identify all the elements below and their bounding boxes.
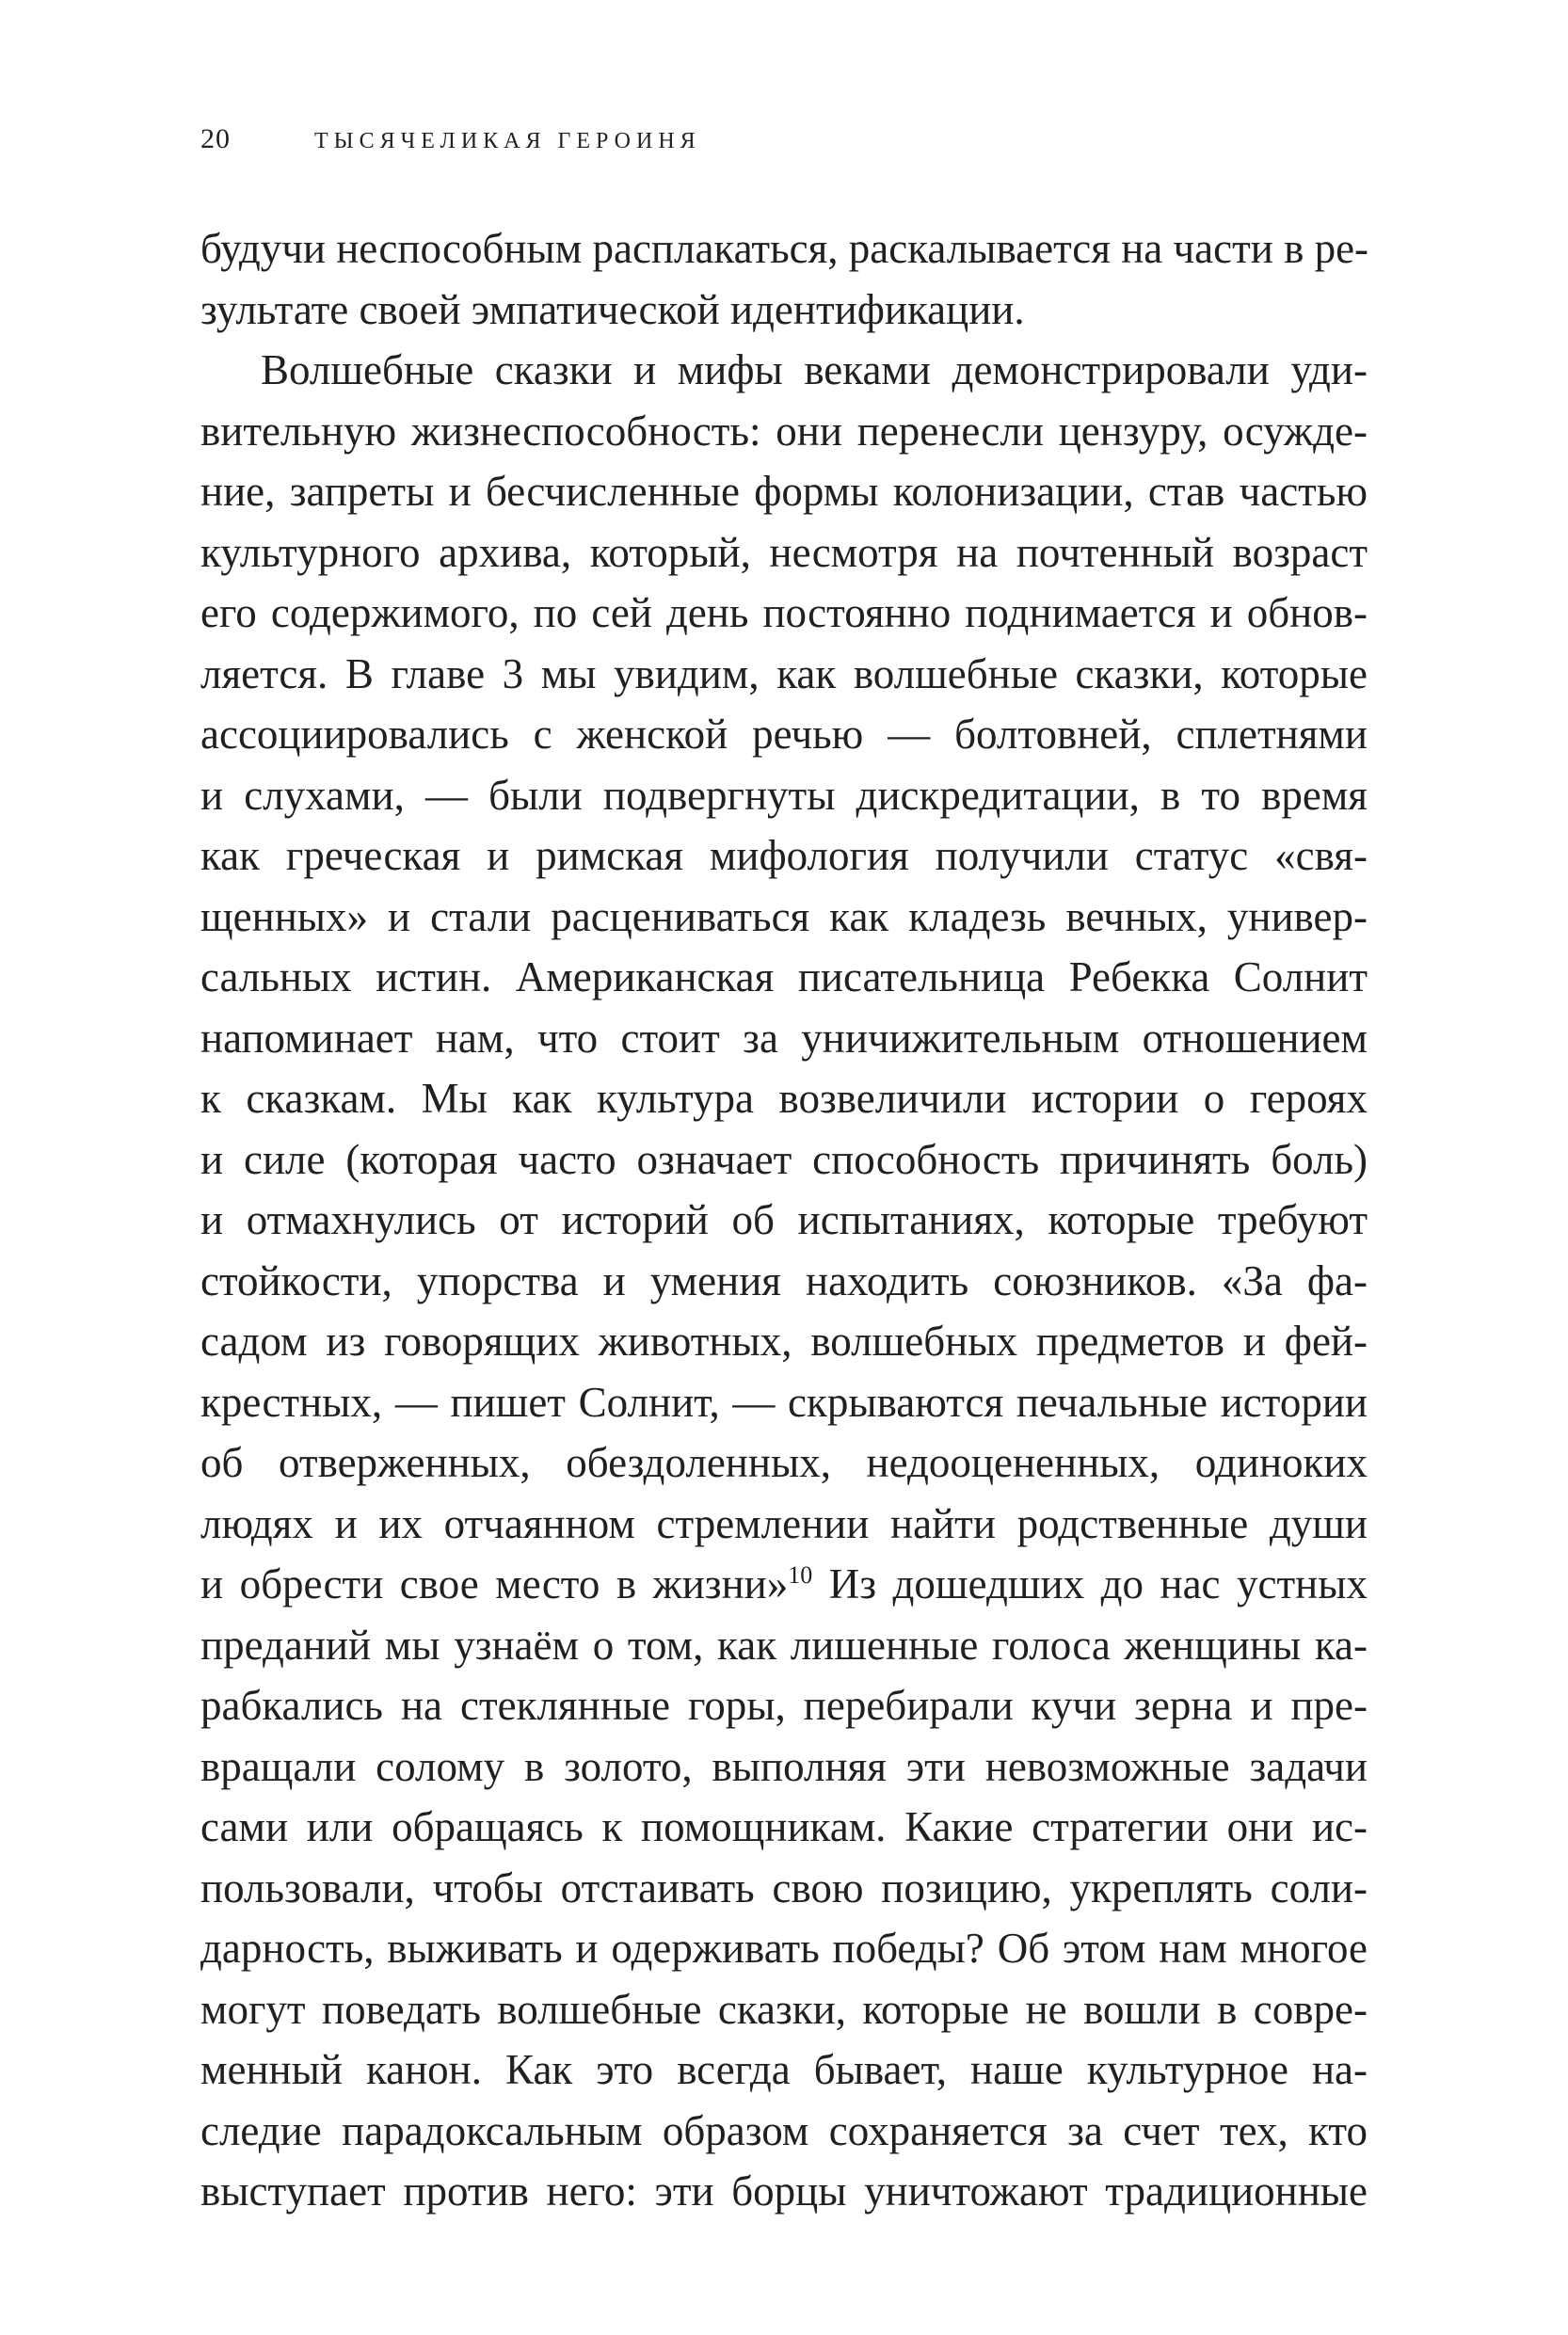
text-line: могут поведать волшебные сказки, которые не вошли в совре- xyxy=(200,1985,1368,2033)
text-line: и силе (которая часто означает способность причинять боль) xyxy=(200,1135,1368,1183)
text-line: рабкались на стеклянные горы, перебирали кучи зерна и пре- xyxy=(200,1682,1368,1729)
text-line: и отмахнулись от историй об испытаниях, которые требуют xyxy=(200,1196,1368,1243)
text-line: выступает против него: эти борцы уничтожают традиционные xyxy=(200,2167,1368,2215)
text-line: вительную жизнеспособность: они перенесли цензуру, осужде- xyxy=(200,407,1368,455)
text-line: вращали солому в золото, выполняя эти невозможные задачи xyxy=(200,1742,1368,1790)
text-line: пользовали, чтобы отстаивать свою позицию, укреплять соли- xyxy=(200,1863,1368,1911)
text-line-with-footnote xyxy=(200,1554,1368,1615)
text-line-end: Из дошедших до нас устных xyxy=(812,1560,1368,1607)
text-line: как греческая и римская мифология получили статус «свя- xyxy=(200,832,1368,879)
text-line: дарность, выживать и одерживать победы? Об этом нам многое xyxy=(200,1925,1368,1972)
text-line: его содержимого, по сей день постоянно поднимается и обнов- xyxy=(200,589,1368,636)
text-line: щенных» и стали расцениваться как кладезь вечных, универ- xyxy=(200,892,1368,940)
running-head xyxy=(200,120,1368,158)
text-line: крестных, — пишет Солнит, — скрываются печальные истории xyxy=(200,1378,1368,1426)
text-line: преданий мы узнаём о том, как лишенные голоса женщины ка- xyxy=(200,1621,1368,1669)
text-line: садом из говорящих животных, волшебных предметов и фей- xyxy=(200,1318,1368,1365)
text-line: ние, запреты и бесчисленные формы колонизации, став частью xyxy=(200,468,1368,515)
text-line: будучи неспособным расплакаться, раскалывается на части в ре- xyxy=(200,225,1369,272)
text-line: культурного архива, который, несмотря на почтенный возраст xyxy=(200,528,1368,576)
text-line: менный канон. Как это всегда бывает, наше культурное на- xyxy=(200,2046,1368,2093)
text-line: следие парадоксальным образом сохраняется за счет тех, кто xyxy=(200,2106,1368,2154)
book-title: ТЫСЯЧЕЛИКАЯ ГЕРОИНЯ xyxy=(314,129,701,153)
body-text xyxy=(200,218,1368,2222)
text-line: напоминает нам, что стоит за уничижительным отношением xyxy=(200,1014,1368,1062)
text-line: сальных истин. Американская писательница Ребекка Солнит xyxy=(200,953,1368,1000)
text-line: людях и их отчаянном стремлении найти родственные души xyxy=(200,1499,1368,1547)
text-line: Волшебные сказки и мифы веками демонстрировали уди- xyxy=(261,346,1368,393)
text-line: стойкости, упорства и умения находить союзников. «За фа- xyxy=(200,1256,1368,1304)
text-line: зультате своей эмпатической идентификации. xyxy=(200,285,1025,333)
page-number: 20 xyxy=(200,123,231,154)
text-line: об отверженных, обездоленных, недооцененных, одиноких xyxy=(200,1439,1368,1486)
footnote-reference: 10 xyxy=(788,1561,813,1589)
text-line: ляется. В главе 3 мы увидим, как волшебные сказки, которые xyxy=(200,649,1368,697)
text-line: сами или обращаясь к помощникам. Какие стратегии они ис- xyxy=(200,1803,1368,1850)
text-line: к сказкам. Мы как культура возвеличили истории о героях xyxy=(200,1075,1368,1122)
text-line: ассоциировались с женской речью — болтовней, сплетнями xyxy=(200,711,1368,758)
text-line: и слухами, — были подвергнуты дискредитации, в то время xyxy=(200,771,1368,819)
text-line-start: и обрести свое место в жизни» xyxy=(200,1560,789,1607)
